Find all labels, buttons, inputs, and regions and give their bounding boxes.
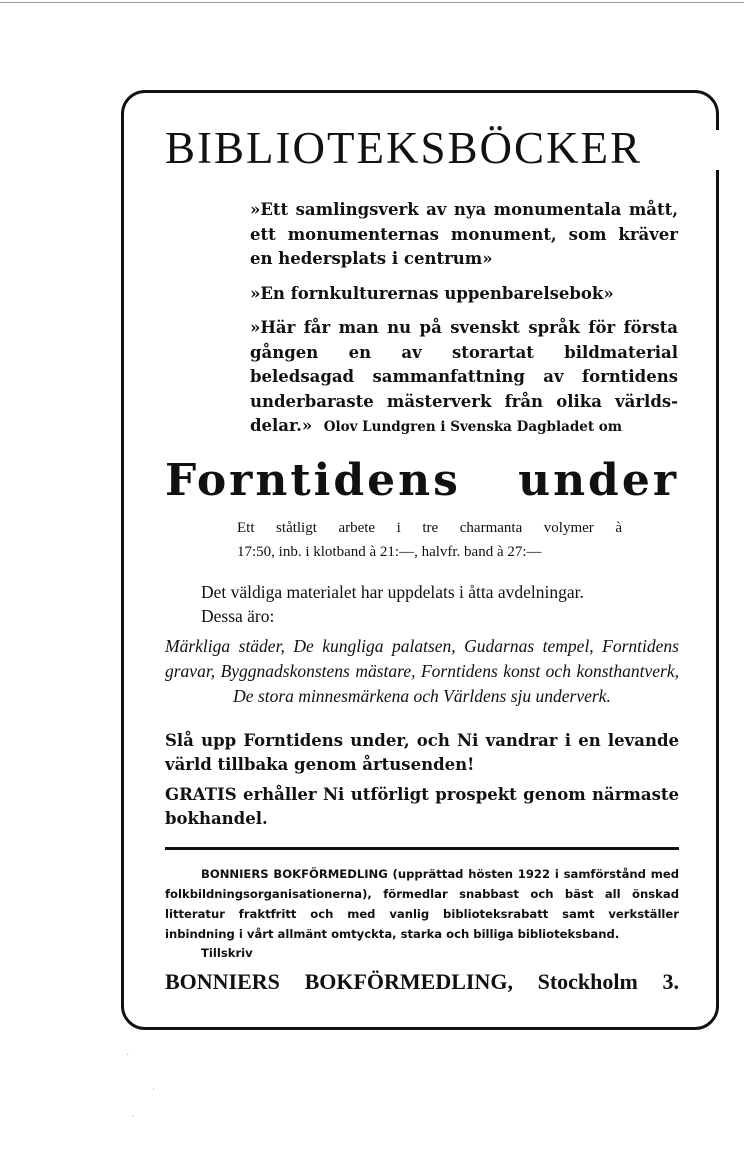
org-text: BONNIERS BOKFÖRMEDLING (upprättad hösten 1922 i samförstånd med folkbildningsorganisationerna), förmedlar snabbast och bäst all önskad litteratur fraktfritt och med vanlig biblioteksrabatt samt verkställer inbindning i vårt allmänt omtyckta, starka och billiga biblioteksband.: [165, 866, 679, 941]
divider: [165, 847, 679, 850]
product-title: Forntidens under: [165, 454, 679, 506]
quote-2: »En fornkulturernas uppenbarelsebok»: [250, 283, 614, 303]
quote-3-text: »Här får man nu på svenskt språk för första gången en av storartat bildmaterial beledsagad sammanfattning av forntidens underbaraste mästerverk från olika världs-delar.»: [250, 318, 678, 435]
quote-1: »Ett samlingsverk av nya monumentala mått, ett monumenternas monument, som kräver en hedersplats i centrum»: [250, 200, 678, 268]
intro-line-1: Det väldiga materialet har uppdelats i åtta avdelningar.: [201, 581, 584, 602]
advert-content: [165, 120, 679, 997]
org-description: [165, 864, 679, 944]
edition-info: [237, 516, 622, 564]
tillskriv: Tillskriv: [201, 945, 253, 960]
intro: [201, 580, 679, 628]
edition-line-1: Ett ståtligt arbete i tre charmanta volymer à: [237, 519, 622, 536]
scan-dot: ·: [152, 1085, 156, 1096]
intro-line-2: Dessa äro:: [201, 605, 275, 626]
quote-source: Olov Lundgren i Svenska Dagbladet om: [323, 419, 623, 435]
categories: Märkliga städer, De kungliga palatsen, Gudarnas tempel, Forntidens gravar, Byggnadskonstens mästare, Forntidens konst och konsthantverk, De stora minnesmärkena och Världens sju underverk.: [165, 635, 679, 706]
edition-line-2: 17:50, inb. i klotband à 21:—, halvfr. band à 27:—: [237, 543, 542, 560]
call-to-action: Slå upp Forntidens under, och Ni vandrar i en levande värld tillbaka genom årtusenden!: [165, 730, 679, 774]
page-top-edge: [0, 2, 744, 3]
page-title: BIBLIOTEKSBÖCKER: [165, 123, 643, 173]
scan-dot: ·: [131, 1112, 135, 1123]
quote-3: [250, 316, 678, 440]
free-prospectus: GRATIS erhåller Ni utförligt prospekt genom närmaste bokhandel.: [165, 784, 679, 828]
review-quotes: [250, 198, 678, 440]
publisher-address: BONNIERS BOKFÖRMEDLING, Stockholm 3.: [165, 968, 679, 994]
scan-dot: ·: [126, 1050, 130, 1061]
frame-gap: [714, 130, 724, 170]
